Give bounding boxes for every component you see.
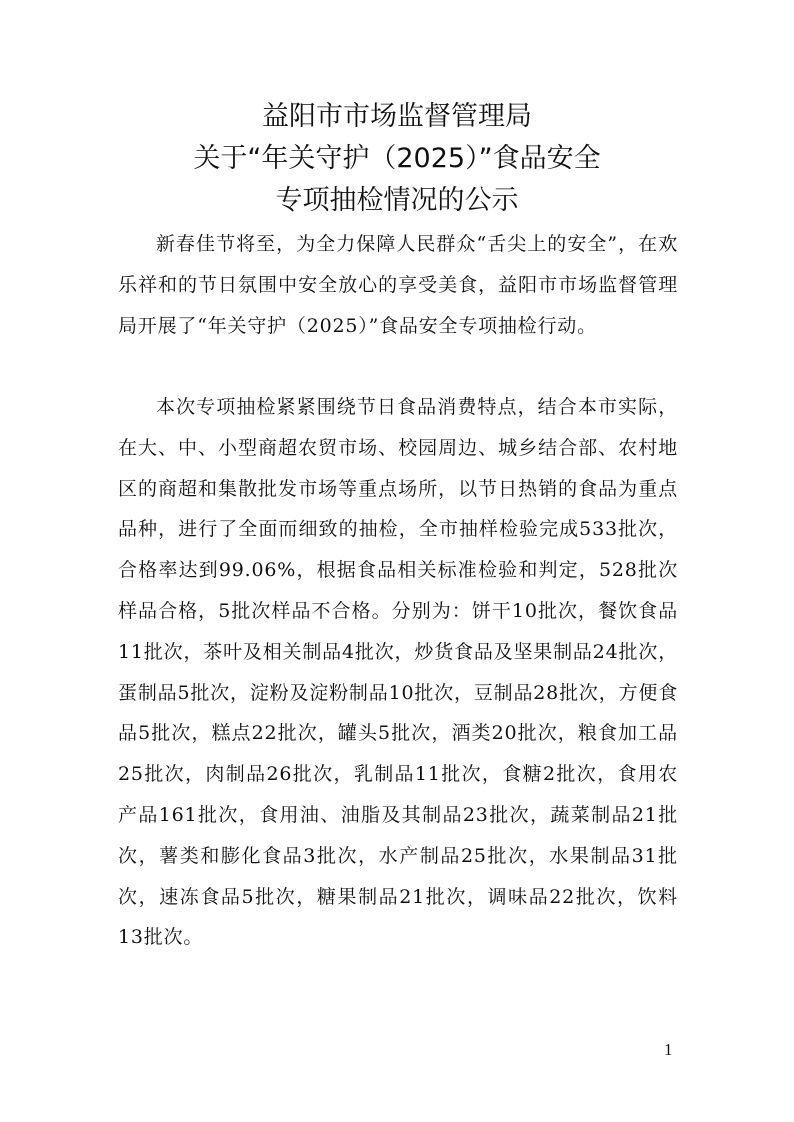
title-line-1: 益阳市市场监督管理局 — [262, 101, 532, 132]
title-line-3: 专项抽检情况的公示 — [275, 185, 519, 216]
results-paragraph-block — [118, 387, 678, 958]
title-line-2: 关于“年关守护（2025）”食品安全 — [193, 143, 601, 174]
intro-paragraph-block — [118, 224, 678, 346]
intro-paragraph: 新春佳节将至，为全力保障人民群众“舌尖上的安全”，在欢乐祥和的节日氛围中安全放心的享受美食，益阳市市场监督管理局开展了“年关守护（2025）”食品安全专项抽检行动。 — [118, 233, 678, 337]
page-number: 1 — [664, 1040, 673, 1059]
results-paragraph: 本次专项抽检紧紧围绕节日食品消费特点，结合本市实际，在大、中、小型商超农贸市场、校园周边、城乡结合部、农村地区的商超和集散批发市场等重点场所，以节日热销的食品为重点品种，进行了全面而细致的抽检，全市抽样检验完成533批次，合格率达到99.06%，根据食品相关标准检验和判定，528批次样品合格，5批次样品不合格。分别为：饼干10批次，餐饮食品11批次，茶叶及相关制品4批次，炒货食品及坚果制品24批次，蛋制品5批次，淀粉及淀粉制品10批次，豆制品28批次，方便食品5批次，糕点22批次，罐头5批次，酒类20批次，粮食加工品25批次，肉制品26批次，乳制品11批次，食糖2批次，食用农产品161批次，食用油、油脂及其制品23批次，蔬菜制品21批次，薯类和膨化食品3批次，水产制品25批次，水果制品31批次，速冻食品5批次，糖果制品21批次，调味品22批次，饮料13批次。 — [118, 396, 678, 949]
document-title — [100, 96, 694, 222]
